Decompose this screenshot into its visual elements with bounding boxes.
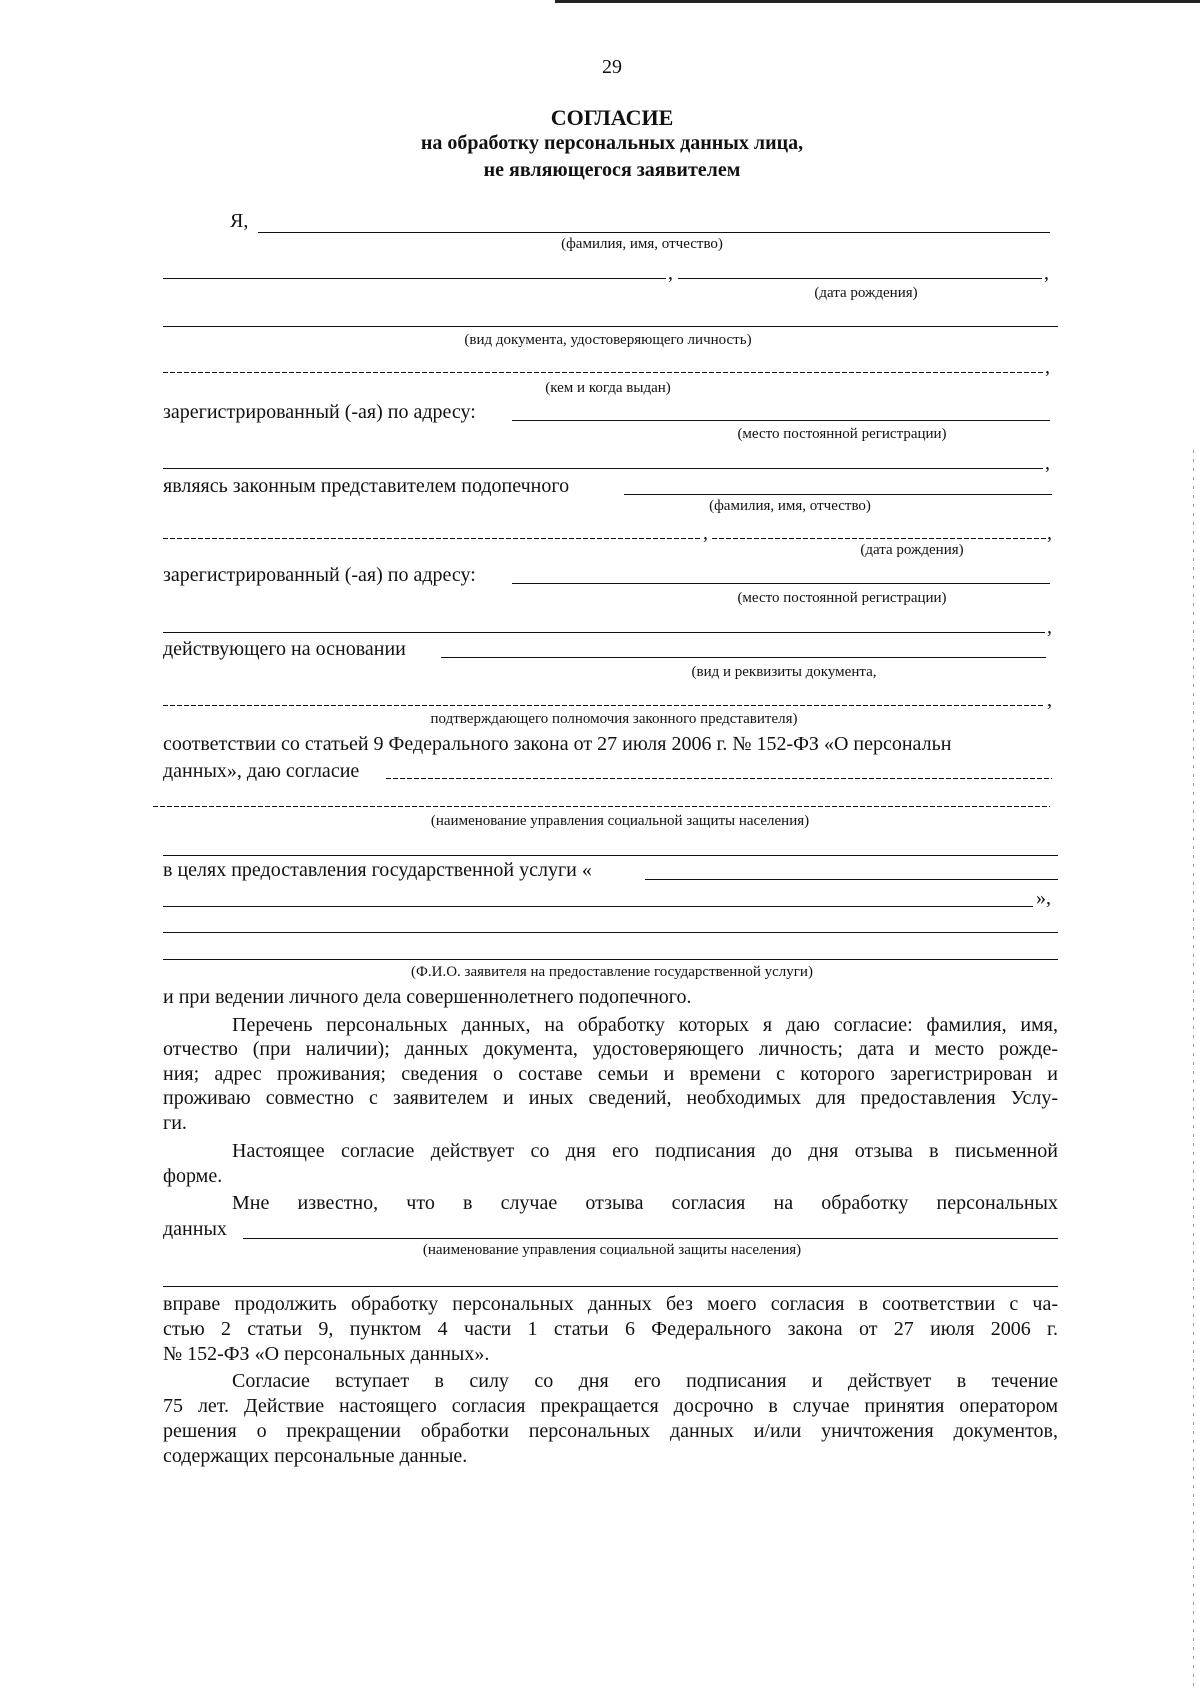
comma-3: ,	[1045, 356, 1050, 378]
agency-continuation-line[interactable]	[153, 806, 1050, 807]
legal-representative-label: являясь законным представителем подопечного	[163, 475, 570, 497]
paragraph-2-line-1: Настоящее согласие действует со дня его подписания до дня отзыва в письменной	[232, 1140, 1058, 1162]
registered-address-label: зарегистрированный (-ая) по адресу:	[163, 401, 476, 423]
basis-document-field-line[interactable]	[441, 657, 1046, 658]
paragraph-5-line-4: содержащих персональные данные.	[163, 1445, 468, 1467]
basis-label: действующего на основании	[163, 638, 406, 660]
document-title: СОГЛАСИЕ	[550, 105, 674, 130]
paragraph-1-line-3: ния; адрес проживания; сведения о составе семьи и времени с которого зарегистрирован и	[163, 1063, 1058, 1085]
law-reference-text: соответствии со статьей 9 Федерального закона от 27 июля 2006 г. № 152-ФЗ «О персональн	[163, 733, 952, 755]
paragraph-4-line-2: стью 2 статьи 9, пунктом 4 части 1 статьи 6 Федерального закона от 27 июля 2006 г.	[163, 1318, 1058, 1340]
ward-registered-address-field-line[interactable]	[512, 583, 1050, 584]
ward-registered-address-caption: (место постоянной регистрации)	[737, 590, 947, 606]
ward-registered-address-continuation-line[interactable]	[163, 632, 1045, 633]
scan-edge-right	[1193, 450, 1194, 1690]
id-document-caption: (вид документа, удостоверяющего личность)	[464, 332, 752, 348]
page-number: 29	[602, 56, 622, 78]
revocation-agency-caption: (наименование управления социальной защиты населения)	[422, 1242, 802, 1258]
comma-1: ,	[668, 262, 673, 284]
ward-dob-field-line[interactable]	[712, 538, 1046, 539]
agency-field-line[interactable]	[386, 778, 1052, 779]
ya-label: Я,	[230, 210, 249, 232]
issued-by-caption: (кем и когда выдан)	[545, 380, 671, 396]
paragraph-2-line-2: форме.	[163, 1165, 223, 1187]
applicant-fio-continuation-line[interactable]	[163, 959, 1058, 960]
registered-address-caption: (место постоянной регистрации)	[737, 426, 947, 442]
revocation-agency-field-line[interactable]	[243, 1238, 1058, 1239]
service-name-field-line[interactable]	[645, 879, 1058, 880]
registered-address-continuation-line[interactable]	[163, 468, 1043, 469]
paragraph-5-line-3: решения о прекращении обработки персональных данных и/или уничтожения документов,	[163, 1420, 1058, 1442]
applicant-fio-field-line[interactable]	[163, 932, 1058, 933]
consent-given-label: данных», даю согласие	[163, 760, 360, 782]
registered-address-field-line[interactable]	[512, 420, 1050, 421]
dob-field-line[interactable]	[678, 278, 1042, 279]
basis-caption-1: (вид и реквизиты документа,	[691, 664, 877, 680]
basis-caption-2: подтверждающего полномочия законного представителя)	[430, 711, 798, 727]
fio-continuation-line[interactable]	[163, 278, 666, 279]
basis-document-continuation-line[interactable]	[163, 705, 1045, 706]
fio-field-line[interactable]	[258, 232, 1050, 233]
fio-caption: (фамилия, имя, отчество)	[561, 236, 723, 252]
paragraph-3-data-label: данных	[163, 1218, 227, 1240]
personal-file-text: и при ведении личного дела совершеннолетнего подопечного.	[163, 986, 692, 1008]
paragraph-5-line-2: 75 лет. Действие настоящего согласия прекращается досрочно в случае принятия оператором	[163, 1395, 1058, 1417]
dob-caption: (дата рождения)	[814, 285, 918, 301]
paragraph-4-line-1: вправе продолжить обработку персональных данных без моего согласия в соответствии с ча-	[163, 1293, 1058, 1315]
paragraph-1-line-5: ги.	[163, 1112, 187, 1134]
comma-6: ,	[1047, 522, 1052, 544]
document-subtitle-line2: не являющегося заявителем	[483, 159, 741, 181]
comma-7: ,	[1047, 616, 1052, 638]
revocation-agency-continuation-line[interactable]	[163, 1286, 1058, 1287]
service-purpose-label: в целях предоставления государственной услуги «	[163, 859, 592, 881]
applicant-fio-caption: (Ф.И.О. заявителя на предоставление государственной услуги)	[411, 964, 813, 980]
ward-registered-address-label: зарегистрированный (-ая) по адресу:	[163, 564, 476, 586]
closing-quote: »,	[1036, 887, 1051, 909]
comma-8: ,	[1047, 689, 1052, 711]
agency-extra-line[interactable]	[163, 855, 1058, 856]
paragraph-3-line-1: Мне известно, что в случае отзыва согласия на обработку персональных	[232, 1192, 1058, 1214]
ward-fio-continuation-line[interactable]	[163, 538, 701, 539]
scan-edge-top	[555, 0, 1200, 3]
paragraph-1-line-2: отчество (при наличии); данных документа, удостоверяющего личность; дата и место рожде-	[163, 1038, 1058, 1060]
comma-4: ,	[1045, 452, 1050, 474]
ward-fio-field-line[interactable]	[624, 494, 1052, 495]
issued-by-field-line[interactable]	[163, 372, 1043, 373]
paragraph-5-line-1: Согласие вступает в силу со дня его подписания и действует в течение	[232, 1370, 1058, 1392]
document-subtitle-line1: на обработку персональных данных лица,	[420, 132, 804, 154]
service-name-continuation-line[interactable]	[163, 906, 1033, 907]
paragraph-4-line-3: № 152-ФЗ «О персональных данных».	[163, 1343, 490, 1365]
comma-2: ,	[1044, 262, 1049, 284]
agency-caption: (наименование управления социальной защиты населения)	[430, 813, 810, 829]
ward-dob-caption: (дата рождения)	[860, 542, 964, 558]
ward-fio-caption: (фамилия, имя, отчество)	[709, 498, 871, 514]
id-document-field-line[interactable]	[163, 326, 1058, 327]
paragraph-1-line-1: Перечень персональных данных, на обработку которых я даю согласие: фамилия, имя,	[232, 1014, 1058, 1036]
paragraph-1-line-4: проживаю совместно с заявителем и иных сведений, необходимых для предоставления Услу-	[163, 1087, 1058, 1109]
comma-5: ,	[703, 522, 708, 544]
